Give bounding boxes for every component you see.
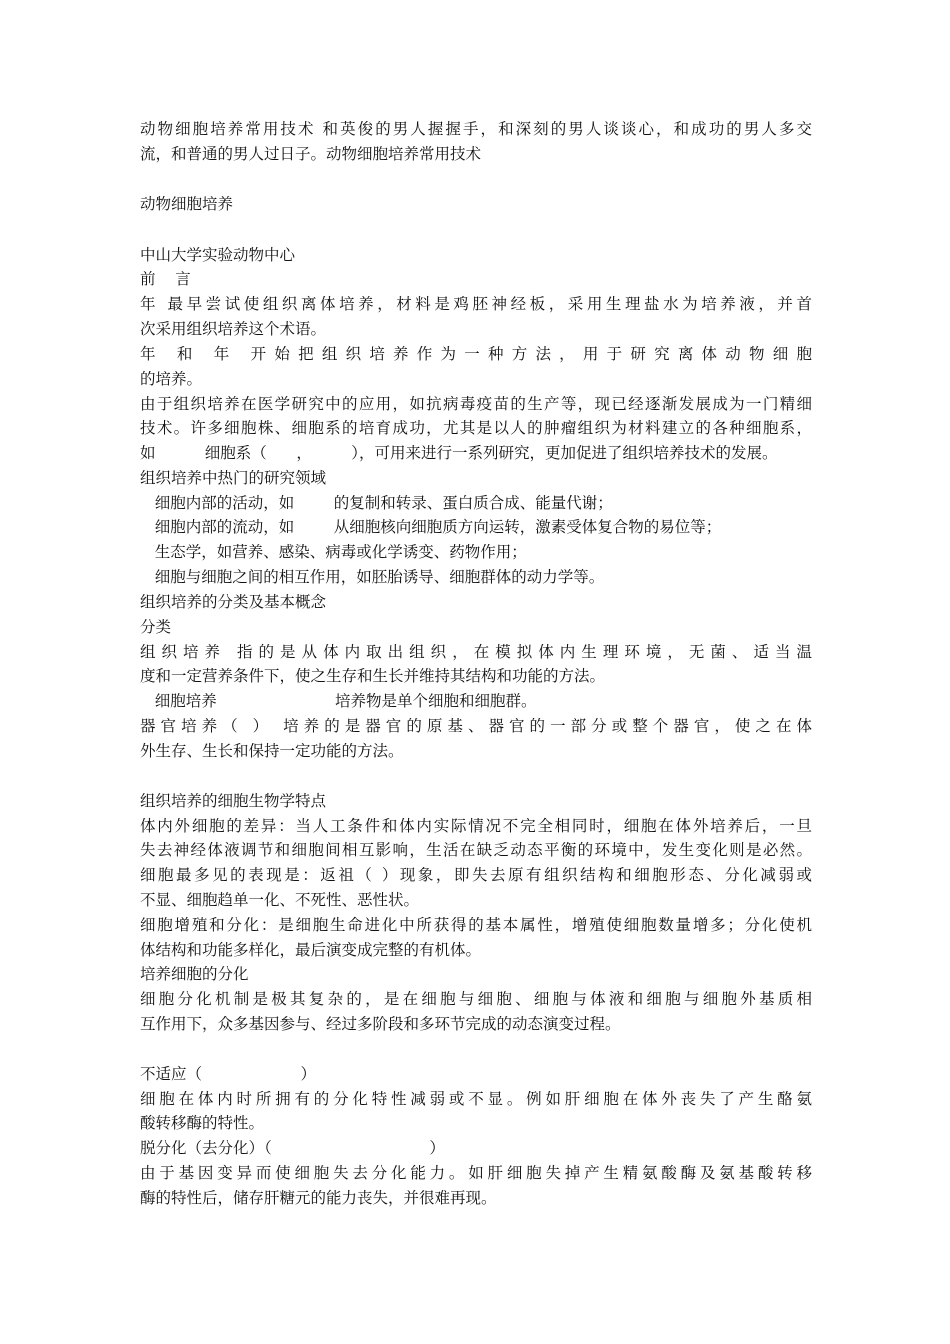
section-heading: 分类 [140, 618, 172, 636]
text-line: 度和一定营养条件下，使之生存和生长并维持其结构和功能的方法。 [140, 667, 606, 685]
text-line: 体内外细胞的差异：当人工条件和体内实际情况不完全相同时，细胞在体外培养后，一旦 [140, 817, 812, 835]
section-heading: 组织培养的分类及基本概念 [140, 593, 327, 611]
text-line: 细胞内部的活动，如 的复制和转录、蛋白质合成、能量代谢； [140, 494, 613, 512]
section-heading: 不适应（ ） [140, 1065, 317, 1083]
text-line: 组织培养 指的是从体内取出组织，在模拟体内生理环境，无菌、适当温 [140, 643, 812, 661]
text-line: 细胞内部的流动，如 从细胞核向细胞质方向运转，激素受体复合物的易位等； [140, 518, 722, 536]
section-heading: 培养细胞的分化 [140, 965, 249, 983]
text-line: 酶的特性后，储存肝糖元的能力丧失，并很难再现。 [140, 1189, 497, 1207]
section-heading: 组织培养中热门的研究领域 [140, 469, 327, 487]
text-line: 如 细胞系（ ， ），可用来进行一系列研究，更加促进了组织培养技术的发展。 [140, 444, 778, 462]
text-line: 流，和普通的男人过日子。动物细胞培养常用技术 [140, 145, 482, 163]
text-line: 细胞与细胞之间的相互作用，如胚胎诱导、细胞群体的动力学等。 [140, 568, 605, 586]
text-line: 细胞增殖和分化：是细胞生命进化中所获得的基本属性，增殖使细胞数量增多；分化使机 [140, 916, 812, 934]
text-line: 年 和 年 开始把组织培养作为一种方法，用于研究离体动物细胞 [140, 345, 812, 363]
text-line: 由于组织培养在医学研究中的应用，如抗病毒疫苗的生产等，现已经逐渐发展成为一门精细 [140, 395, 812, 413]
text-line: 酸转移酶的特性。 [140, 1114, 265, 1132]
text-line: 由于基因变异而使细胞失去分化能力。如肝细胞失掉产生精氨酸酶及氨基酸转移 [140, 1164, 812, 1182]
text-line: 失去神经体液调节和细胞间相互影响，生活在缺乏动态平衡的环境中，发生变化则是必然。 [140, 841, 812, 859]
text-line: 的培养。 [140, 370, 203, 388]
text-line: 次采用组织培养这个术语。 [140, 320, 327, 338]
text-line: 外生存、生长和保持一定功能的方法。 [140, 742, 404, 760]
section-heading: 前 言 [140, 270, 191, 288]
text-line: 细胞分化机制是极其复杂的，是在细胞与细胞、细胞与体液和细胞与细胞外基质相 [140, 990, 812, 1008]
text-line: 器官培养（ ） 培养的是器官的原基、器官的一部分或整个器官，使之在体 [140, 717, 812, 735]
section-heading: 动物细胞培养 [140, 195, 234, 213]
text-line: 细胞最多见的表现是：返祖（ ）现象，即失去原有组织结构和细胞形态、分化减弱或 [140, 866, 812, 884]
section-heading: 脱分化（去分化）（ ） [140, 1139, 445, 1157]
text-line: 生态学，如营养、感染、病毒或化学诱变、药物作用； [140, 543, 527, 561]
text-line: 动物细胞培养常用技术 和英俊的男人握握手，和深刻的男人谈谈心，和成功的男人多交 [140, 120, 812, 138]
text-line: 细胞在体内时所拥有的分化特性减弱或不显。例如肝细胞在体外丧失了产生酪氨 [140, 1090, 812, 1108]
text-line: 细胞培养 培养物是单个细胞和细胞群。 [140, 692, 537, 710]
text-line: 不显、细胞趋单一化、不死性、恶性状。 [140, 891, 420, 909]
text-line: 技术。许多细胞株、细胞系的培育成功，尤其是以人的肿瘤组织为材料建立的各种细胞系， [140, 419, 812, 437]
text-line: 互作用下，众多基因参与、经过多阶段和多环节完成的动态演变过程。 [140, 1015, 621, 1033]
text-line: 年 最早尝试使组织离体培养，材料是鸡胚神经板，采用生理盐水为培养液，并首 [140, 295, 812, 313]
text-line: 体结构和功能多样化，最后演变成完整的有机体。 [140, 941, 482, 959]
section-heading: 组织培养的细胞生物学特点 [140, 792, 327, 810]
text-line: 中山大学实验动物中心 [140, 246, 296, 264]
